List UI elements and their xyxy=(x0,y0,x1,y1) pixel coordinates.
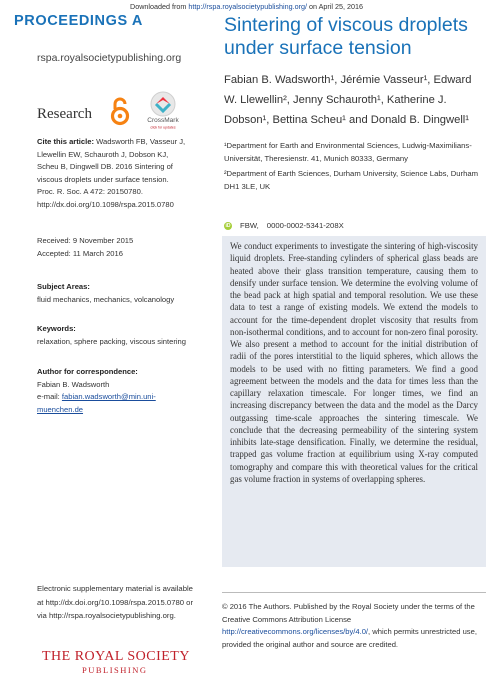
open-access-icon xyxy=(109,96,131,126)
orcid-name: FBW, xyxy=(240,221,259,230)
orcid-icon[interactable]: iD xyxy=(225,222,231,229)
download-link[interactable]: http://rspa.royalsocietypublishing.org/ xyxy=(188,2,308,11)
license-link[interactable]: http://creativecommons.org/licenses/by/4.0/ xyxy=(222,627,369,637)
accepted-date: Accepted: 11 March 2016 xyxy=(37,248,123,258)
correspondence-email[interactable]: fabian.wadsworth@min.uni-muenchen.de xyxy=(37,392,156,414)
license-text-2: , which permits unrestricted use, provided the original author and source are credited. xyxy=(222,627,477,649)
cite-text: Wadsworth FB, Vasseur J, Llewellin EW, Schauroth J, Dobson KJ, Scheu B, Dingwell DB. 2016 Sintering of viscous droplets under surface tension. Proc. R. Soc. A 472: 20150780. http://dx.doi.org/10.1098/rspa.2015.0780 xyxy=(37,137,186,209)
keywords-text: relaxation, sphere packing, viscous sintering xyxy=(37,336,187,346)
orcid-line xyxy=(224,221,344,230)
license-text-1: © 2016 The Authors. Published by the Royal Society under the terms of the Creative Commons Attribution License xyxy=(222,602,475,624)
crossmark-label: CrossMark xyxy=(147,117,179,124)
citation-block xyxy=(37,136,187,212)
orcid-id[interactable]: 0000-0002-5341-208X xyxy=(266,221,344,230)
author-list: Fabian B. Wadsworth¹, Jérémie Vasseur¹, Edward W. Llewellin², Jenny Schauroth¹, Katherine J. Dobson¹, Bettina Scheu¹ and Donald B. Dingwell¹ xyxy=(224,74,472,126)
abstract-text: We conduct experiments to investigate the sintering of high-viscosity liquid droplets. Free-standing cylinders of spherical glass beads are heated above their glass transition temperature, causing them to densify under surface tension. We determine the evolving volume of the bead pack at high spatial and temporal resolution. We use these data to test a range of existing models. We extend the models to account for the time-dependent droplet viscosity that results from non-isothermal conditions, and to account for non-zero final porosity. We also present a method to account for the initial distribution of radii of the pores interstitial to the liquid spheres, which allows the models to be used with no fitting parameters. We find a good agreement between the models and the data for times less than the capillary relaxation timescale. For longer times, we find an increasing discrepancy between the data and the model as the Darcy outgassing time-scale approaches the sintering timescale. We conclude that the decreasing permeability of the sintering system inhibits late-stage densification. Finally, we determine the residual, trapped gas volume fraction at equilibrium using X-ray computed tomography and compare this with theoretical values for the critical gas volume fraction in systems of overlapping spheres. xyxy=(230,241,478,484)
dates-block xyxy=(37,235,187,260)
svg-text:click for updates: click for updates xyxy=(150,125,176,130)
cite-label: Cite this article: xyxy=(37,137,94,146)
correspondence-block xyxy=(37,366,187,416)
affiliations xyxy=(224,140,486,193)
correspondence-name: Fabian B. Wadsworth xyxy=(37,379,110,389)
download-prefix: Downloaded from xyxy=(130,2,187,11)
publisher-logo xyxy=(42,649,190,675)
keywords-label: Keywords: xyxy=(37,324,76,333)
received-date: Received: 9 November 2015 xyxy=(37,236,134,245)
license-note xyxy=(222,592,486,651)
keywords-block xyxy=(37,323,187,348)
subject-block xyxy=(37,281,187,306)
correspondence-label: Author for correspondence: xyxy=(37,367,138,376)
publisher-line-2: PUBLISHING xyxy=(82,665,148,675)
publisher-line-1: THE ROYAL SOCIETY xyxy=(42,649,190,664)
download-bar xyxy=(0,2,493,11)
subject-text: fluid mechanics, mechanics, volcanology xyxy=(37,294,175,304)
email-prefix: e-mail: xyxy=(37,392,60,402)
subject-label: Subject Areas: xyxy=(37,282,90,291)
journal-name: PROCEEDINGS A xyxy=(14,13,143,29)
crossmark-icon[interactable] xyxy=(145,90,181,130)
section-label: Research xyxy=(37,106,92,122)
download-suffix: on April 25, 2016 xyxy=(309,2,363,11)
affiliation-2: ²Department of Earth Sciences, Durham University, Science Labs, Durham DH1 3LE, UK xyxy=(224,169,479,191)
abstract-box xyxy=(222,236,486,567)
supplementary-note: Electronic supplementary material is available at http://dx.doi.org/10.1098/rspa.2015.0780 or via http://rspa.royalsocietypublishing.org. xyxy=(37,584,193,621)
affiliation-1: ¹Department for Earth and Environmental Sciences, Ludwig-Maximilians-Universität, Theresienstr. 41, Munich 80333, Germany xyxy=(224,141,472,163)
article-title: Sintering of viscous droplets under surface tension xyxy=(224,14,468,59)
journal-site: rspa.royalsocietypublishing.org xyxy=(37,52,182,64)
